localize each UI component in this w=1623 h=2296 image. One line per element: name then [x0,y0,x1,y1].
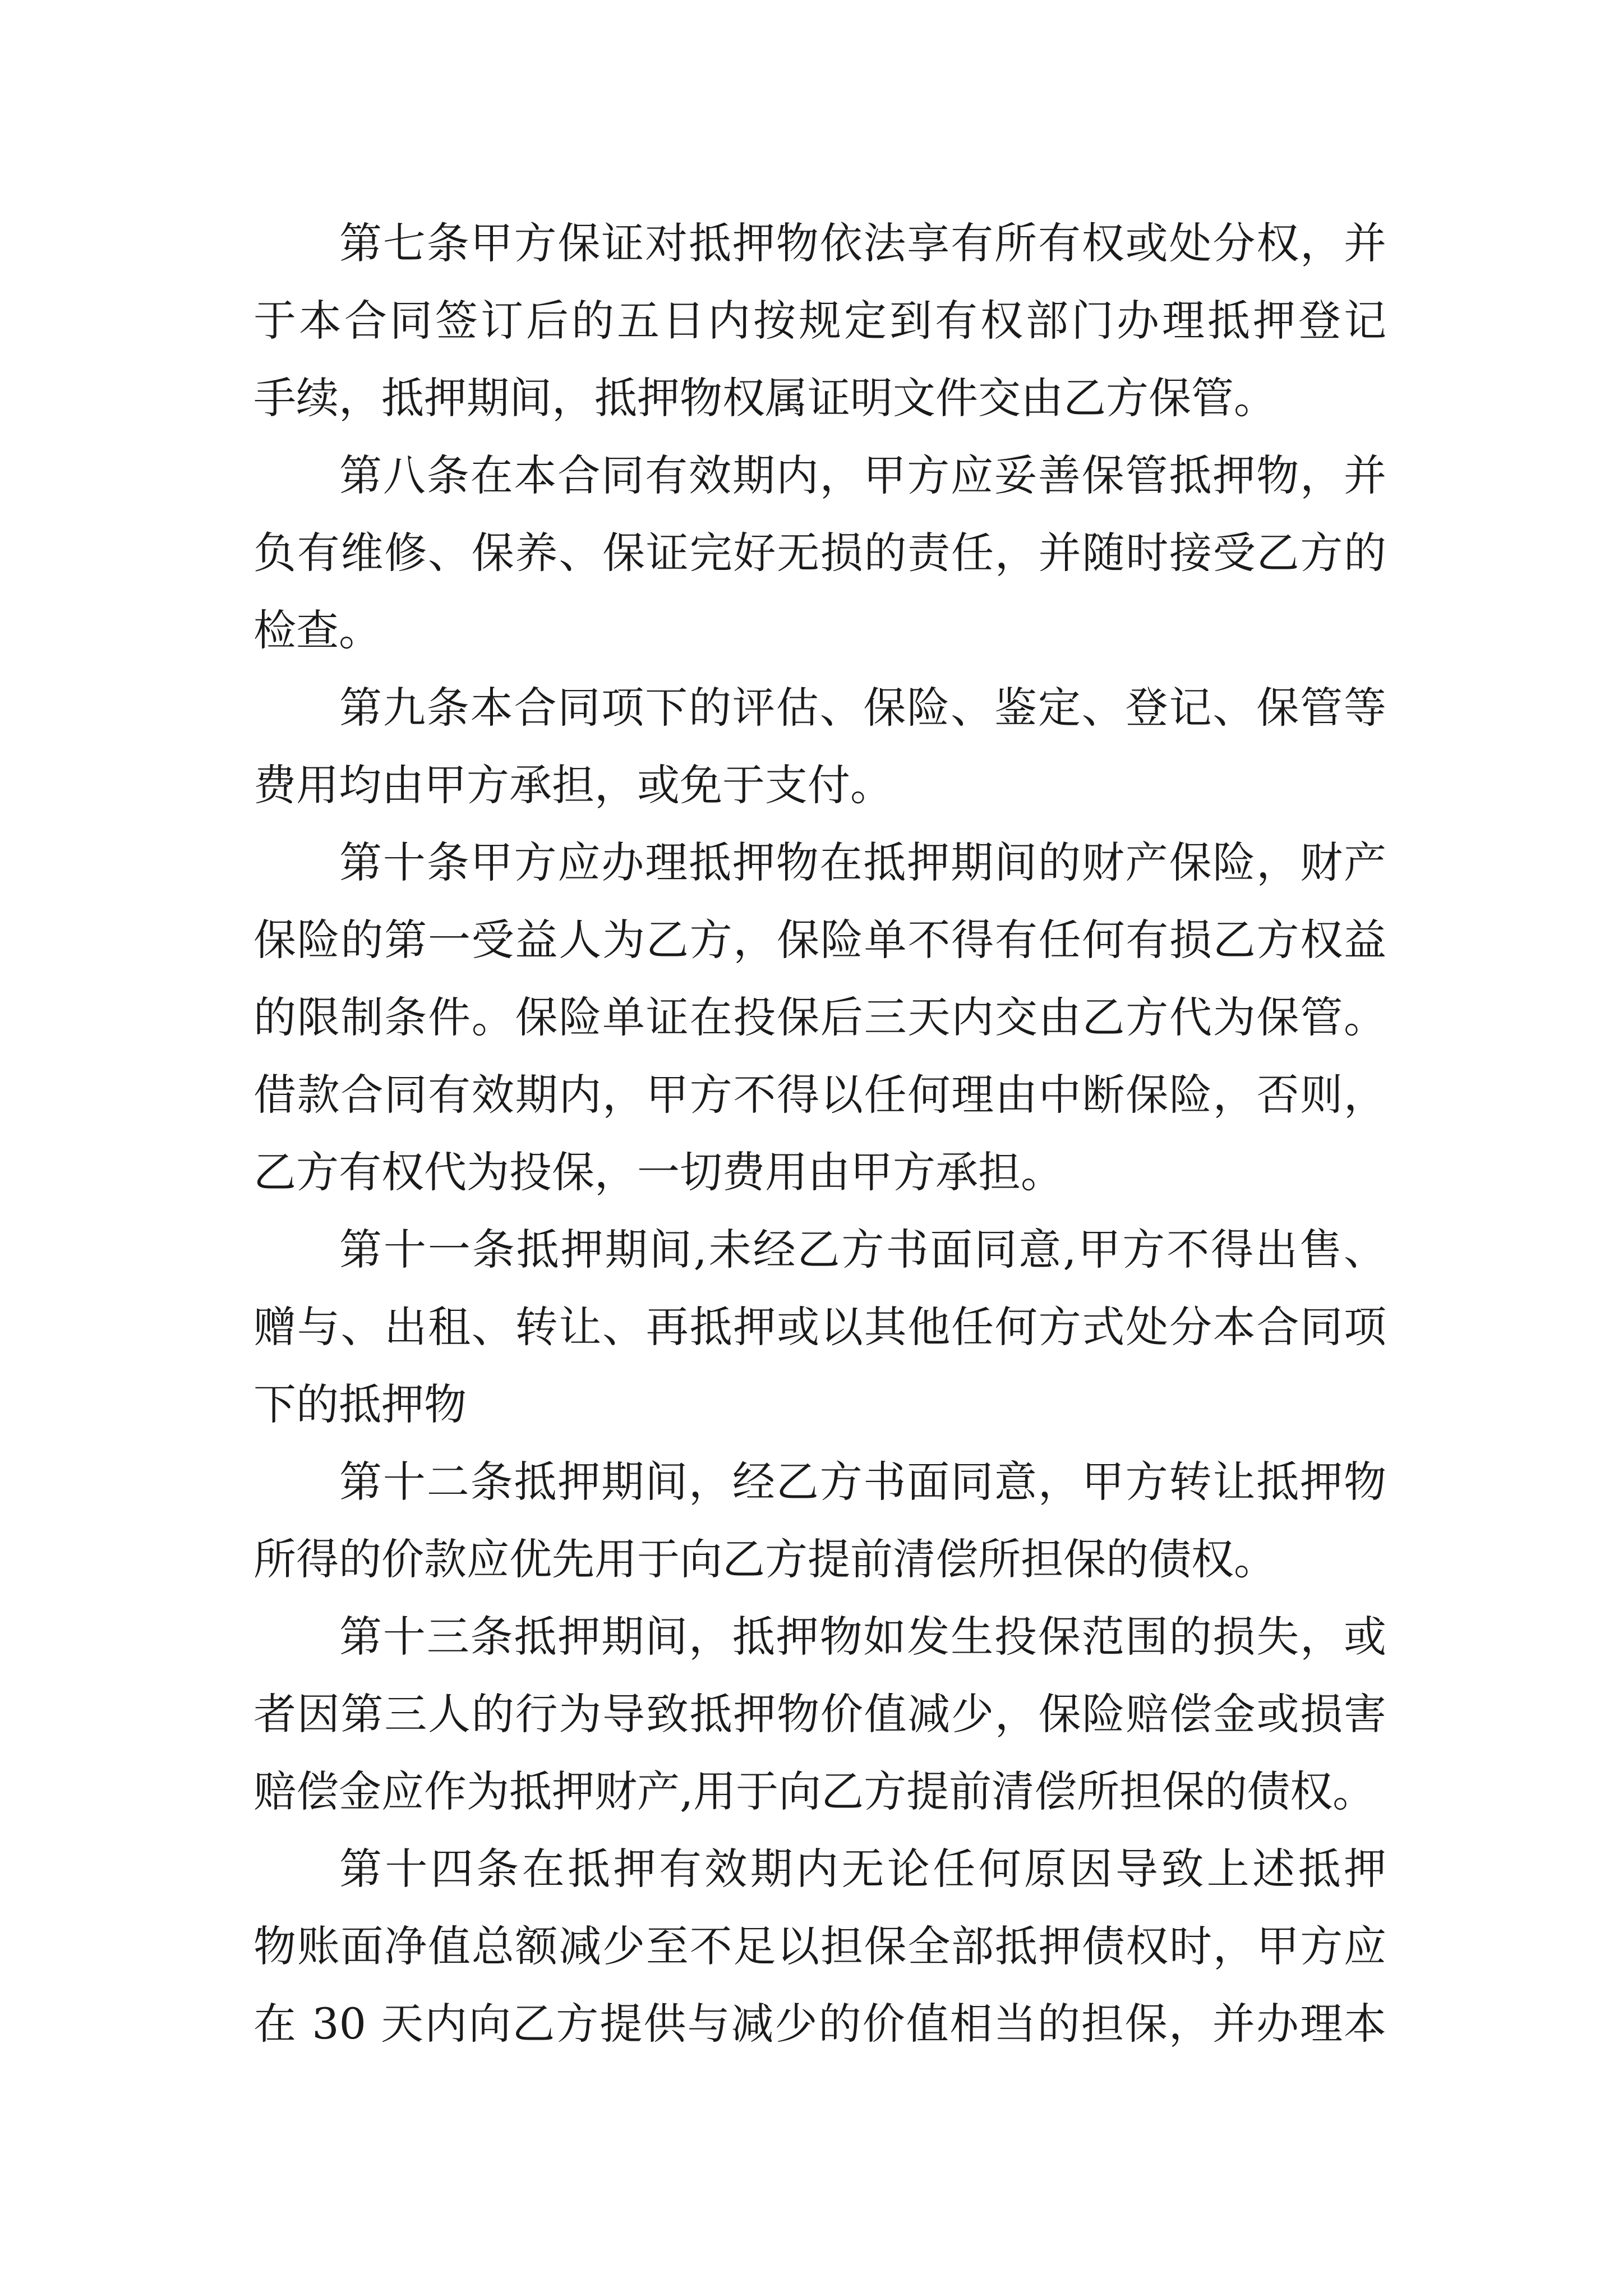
document-body [253,205,1386,2063]
text-line: 第十二条抵押期间，经乙方书面同意，甲方转让抵押物 [339,1457,1386,1507]
text-line: 者因第三人的行为导致抵押物价值减少，保险赔偿金或损害 [253,1689,1386,1739]
paragraph-article-12 [253,1443,1386,1598]
paragraph-article-14 [253,1830,1386,2063]
text-line: 赔偿金应作为抵押财产,用于向乙方提前清偿所担保的债权。 [253,1766,1376,1816]
text-line: 乙方有权代为投保，一切费用由甲方承担。 [253,1147,1063,1197]
text-line: 负有维修、保养、保证完好无损的责任，并随时接受乙方的 [253,528,1386,578]
text-line: 在 30 天内向乙方提供与减少的价值相当的担保，并办理本 [253,1999,1386,2049]
text-line: 所得的价款应优先用于向乙方提前清偿所担保的债权。 [253,1534,1276,1584]
text-line: 第七条甲方保证对抵押物依法享有所有权或处分权，并 [339,218,1386,268]
paragraph-article-7 [253,205,1386,437]
text-line: 物账面净值总额减少至不足以担保全部抵押债权时，甲方应 [253,1921,1386,1971]
text-line: 借款合同有效期内，甲方不得以任何理由中断保险，否则， [253,1070,1386,1120]
paragraph-article-8 [253,437,1386,669]
text-line: 的限制条件。保险单证在投保后三天内交由乙方代为保管。 [253,992,1386,1042]
paragraph-article-13 [253,1598,1386,1830]
paragraph-article-9 [253,669,1386,824]
text-line: 费用均由甲方承担，或免于支付。 [253,760,893,810]
text-line: 第十条甲方应办理抵押物在抵押期间的财产保险，财产 [339,838,1386,887]
text-line: 第八条在本合同有效期内，甲方应妥善保管抵押物，并 [339,450,1386,500]
text-line: 第十四条在抵押有效期内无论任何原因导致上述抵押 [339,1844,1386,1894]
paragraph-article-11 [253,1211,1386,1443]
text-line: 第九条本合同项下的评估、保险、鉴定、登记、保管等 [339,683,1386,733]
text-line: 手续，抵押期间，抵押物权属证明文件交由乙方保管。 [253,373,1276,423]
text-line: 检查。 [253,605,381,655]
paragraph-article-10 [253,824,1386,1211]
text-line: 赠与、出租、转让、再抵押或以其他任何方式处分本合同项 [253,1302,1386,1352]
text-line: 第十一条抵押期间,未经乙方书面同意,甲方不得出售、 [339,1225,1386,1274]
text-line: 下的抵押物 [253,1379,467,1429]
text-line: 保险的第一受益人为乙方，保险单不得有任何有损乙方权益 [253,915,1386,965]
text-line: 于本合同签订后的五日内按规定到有权部门办理抵押登记 [253,296,1386,346]
text-line: 第十三条抵押期间，抵押物如发生投保范围的损失，或 [339,1612,1386,1662]
